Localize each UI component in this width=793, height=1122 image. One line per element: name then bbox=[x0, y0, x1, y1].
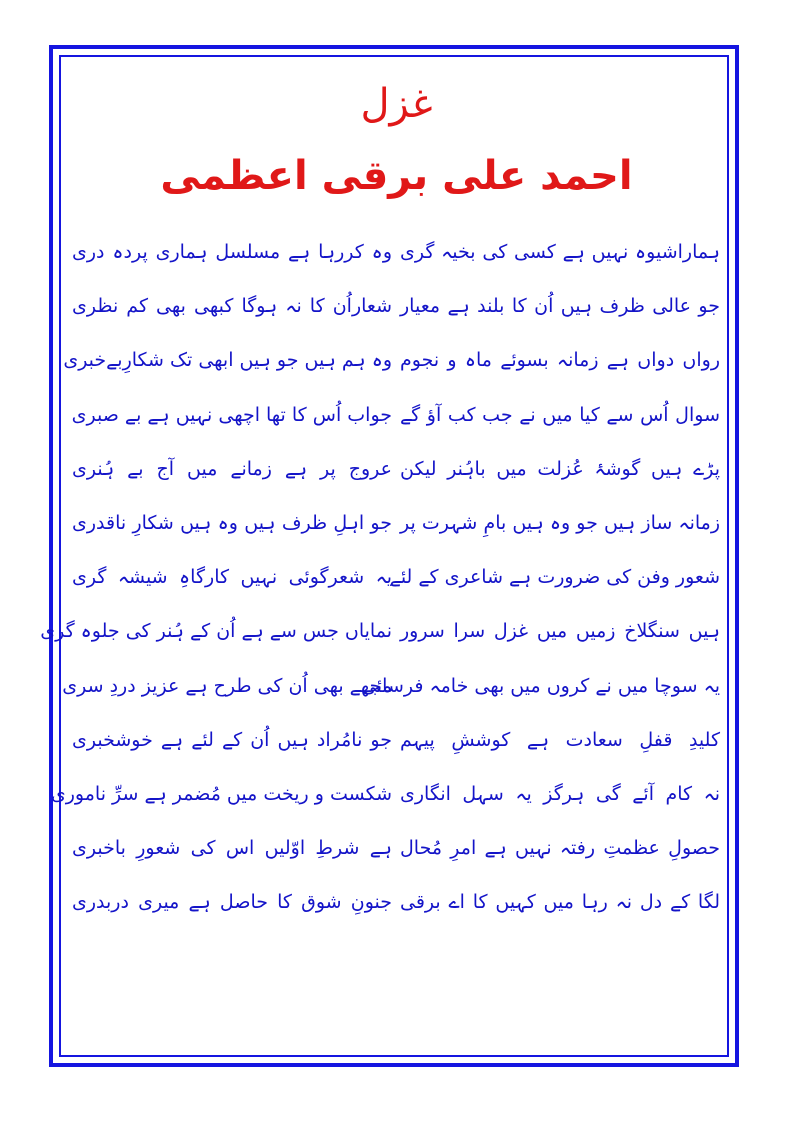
couplet-first-line: شعور وفن کی ضرورت ہے شاعری کے لئے bbox=[389, 566, 720, 589]
poem-title: غزل bbox=[360, 81, 433, 127]
couplet-second-line: وہ کررہا ہے مسلسل ہماری پردہ دری bbox=[72, 241, 392, 263]
couplet bbox=[72, 828, 720, 882]
couplet bbox=[63, 340, 720, 394]
couplet-first-line: نہ کام آئے گی ہرگز یہ سہل انگاری bbox=[400, 782, 720, 805]
couplet-first-line: لگا کے دل نہ رہا میں کہیں کا اے برقی bbox=[400, 891, 720, 914]
couplet bbox=[72, 557, 720, 611]
couplet bbox=[72, 503, 720, 557]
couplet-first-line: سوال اُس سے کیا میں نے جب کب آؤ گے bbox=[400, 403, 720, 426]
couplet-second-line: جو اہلِ ظرف ہیں وہ ہیں شکارِ ناقدری bbox=[72, 511, 392, 534]
couplet-second-line: مجھے بھی اُن کی طرح ہے عزیز دردِ سری bbox=[62, 674, 392, 697]
couplet bbox=[62, 666, 720, 720]
couplet bbox=[72, 232, 720, 286]
couplet-second-line: شعاراُن کا نہ ہوگا کبھی بھی کم نظری bbox=[72, 295, 392, 318]
couplet-second-line: یہ شعرگوئی نہیں کارگاہِ شیشہ گری bbox=[72, 566, 392, 589]
author-name: احمد علی برقی اعظمی bbox=[160, 153, 633, 199]
couplet-first-line: کلیدِ قفلِ سعادت ہے کوششِ پیہم bbox=[400, 728, 720, 751]
couplet bbox=[72, 449, 720, 503]
couplet-first-line: ہیں سنگلاخ زمیں میں غزل سرا سرور bbox=[400, 620, 720, 643]
couplet-second-line: وہ ہم ہیں جو ہیں ابھی تک شکارِبےخبری bbox=[63, 349, 392, 372]
couplet-first-line: رواں دواں ہے زمانہ بسوئے ماہ و نجوم bbox=[400, 349, 720, 372]
couplet-first-line: یہ سوچا میں نے کروں میں بھی خامہ فرسائی bbox=[361, 674, 720, 697]
couplet-second-line: جواب اُس کا تھا اچھی نہیں ہے بے صبری bbox=[71, 403, 392, 426]
couplet-first-line: زمانہ ساز ہیں جو وہ ہیں بامِ شہرت پر bbox=[400, 511, 720, 534]
couplet-second-line: جو نامُراد ہیں اُن کے لئے ہے خوشخبری bbox=[72, 728, 392, 751]
couplet-first-line: جو عالی ظرف ہیں اُن کا بلند ہے معیار bbox=[400, 295, 720, 318]
couplet bbox=[50, 774, 720, 828]
couplet bbox=[40, 611, 720, 665]
couplet-second-line: ہے شرطِ اوّلیں اس کی شعورِ باخبری bbox=[72, 837, 392, 860]
couplet-first-line: پڑے ہیں گوشۂ عُزلت میں باہُنر لیکن bbox=[400, 457, 720, 480]
couplet-first-line: حصولِ عظمتِ رفتہ نہیں ہے امرِ مُحال bbox=[400, 837, 720, 860]
couplet-second-line: شکست و ریخت میں مُضمر ہے سرِّ ناموری bbox=[50, 782, 392, 805]
couplet bbox=[72, 395, 720, 449]
couplet-second-line: نمایاں جس سے ہے اُن کے ہُنر کی جلوہ گری bbox=[40, 620, 392, 643]
verses bbox=[40, 232, 720, 936]
couplet bbox=[72, 882, 720, 936]
couplet bbox=[72, 286, 720, 340]
couplet-first-line: ہماراشیوہ نہیں ہے کسی کی بخیہ گری bbox=[400, 241, 720, 263]
couplet bbox=[72, 720, 720, 774]
couplet-second-line: عروج پر ہے زمانے میں آج بے ہُنری bbox=[72, 457, 392, 480]
couplet-second-line: جنونِ شوق کا حاصل ہے میری دربدری bbox=[72, 891, 392, 914]
